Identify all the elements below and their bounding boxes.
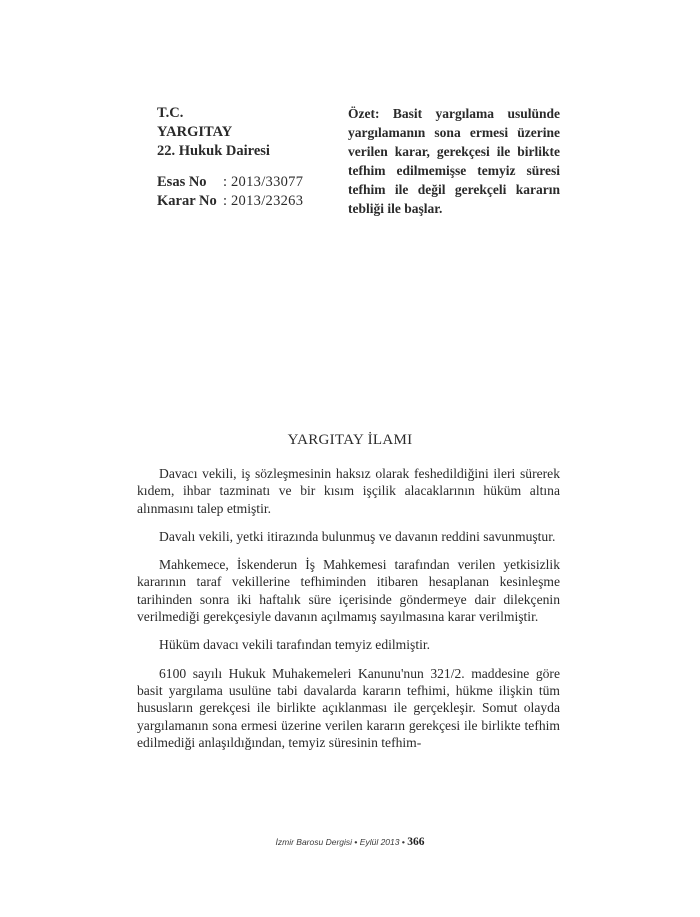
header-line-tc: T.C. (157, 105, 184, 121)
case-numbers (157, 173, 347, 211)
paragraph: Davacı vekili, iş sözleşmesinin haksız olarak feshedildiğini ileri sürerek kıdem, ihbar tazminatı ve bir kısım işçilik alacaklarının hüküm altına alınmasını talep etmiştir. (137, 466, 560, 516)
paragraph: 6100 sayılı Hukuk Muhakemeleri Kanunu'nun 321/2. maddesine göre basit yargılama usulüne tabi davalarda kararın tefhimi, hükme ilişkin tüm hususların gerekçesi ile birlikte açıklanması ile gerçekleşir. Somut olayda yargılamanın sona ermesi üzerine verilen kararın gerekçesi ile birlikte tefhim edilmediği anlaşıldığından, temyiz süresinin tefhim- (137, 665, 560, 750)
karar-separator: : (223, 193, 228, 209)
esas-label: Esas No (157, 174, 207, 190)
paragraph: Hüküm davacı vekili tarafından temyiz edilmiştir. (159, 637, 431, 653)
case-summary: Özet: Basit yargılama usulünde yargılamanın sona ermesi üzerine verilen karar, gerekçesi ile birlikte tefhim edilmemişse temyiz süresi tefhim ile değil gerekçeli kararın tebliği ile başlar. (348, 106, 560, 216)
esas-separator: : (223, 174, 228, 190)
header-line-chamber: 22. Hukuk Dairesi (157, 143, 270, 159)
paragraph: Mahkemece, İskenderun İş Mahkemesi tarafından verilen yetkisizlik kararının taraf vekillerine tefhiminden itibaren hesaplanan kesinleşme tarihinden sonra iki haftalık süre içerisinde göndermeye dair dilekçenin verilmediği gerekçesiyle davanın açılmamış sayılmasına karar verilmiştir. (137, 557, 560, 625)
page-number: 366 (407, 836, 425, 848)
karar-label: Karar No (157, 193, 217, 209)
case-header (157, 104, 347, 211)
page-footer (0, 836, 700, 848)
esas-row (157, 173, 347, 192)
karar-value: 2013/23263 (231, 193, 304, 209)
esas-value: 2013/33077 (231, 174, 304, 190)
paragraph: Davalı vekili, yetki itirazında bulunmuş ve davanın reddini savunmuştur. (159, 528, 556, 544)
karar-row (157, 192, 347, 211)
journal-name: İzmir Barosu Dergisi (275, 837, 353, 847)
footer-separator: • (354, 837, 358, 847)
footer-separator: • (401, 837, 405, 847)
body-text (137, 465, 560, 751)
header-line-court: YARGITAY (157, 124, 233, 140)
section-title: YARGITAY İLAMI (287, 432, 413, 448)
issue-date: Eylül 2013 (359, 837, 400, 847)
